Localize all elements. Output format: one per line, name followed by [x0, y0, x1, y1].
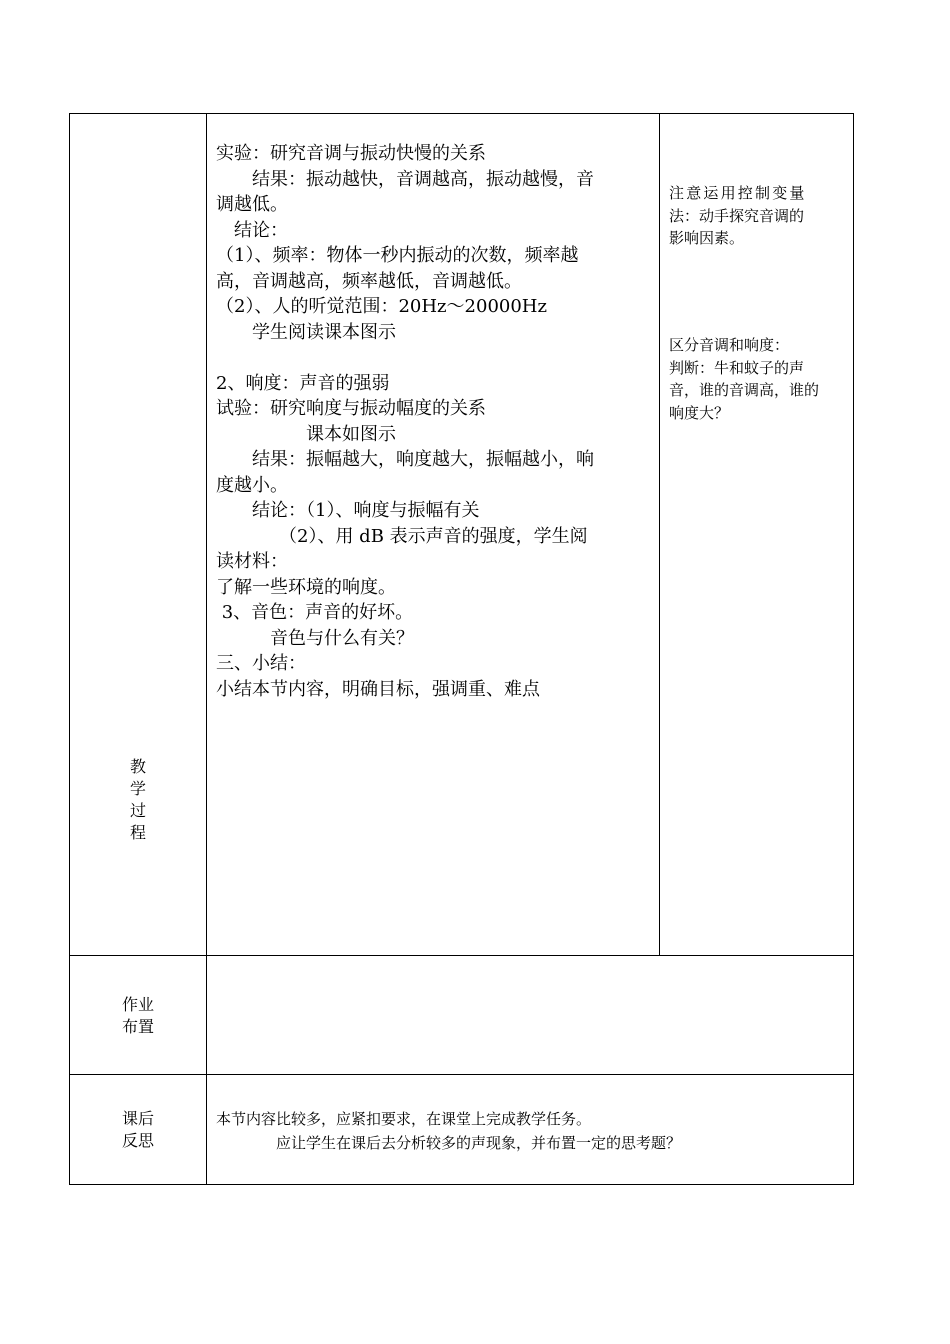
content-line: 结果：振幅越大，响度越大，振幅越小，响 [216, 449, 594, 470]
content-line: 读材料： [216, 551, 288, 572]
content-line [216, 345, 656, 371]
content-line: 结论： [216, 219, 288, 241]
column-divider-notes [659, 114, 660, 956]
process-label-char: 程 [129, 823, 146, 842]
reflection-label-line: 课后 [121, 1109, 154, 1128]
column-divider-label [206, 114, 207, 1185]
process-row-label [70, 756, 206, 844]
content-line: 高，音调越高，频率越低，音调越低。 [216, 270, 522, 292]
process-label-char: 过 [129, 801, 146, 820]
homework-row-label [70, 994, 206, 1038]
note-line: 注意运用控制变量 [669, 184, 807, 202]
content-line: （1）、频率：物体一秒内振动的次数，频率越 [216, 245, 579, 266]
content-line: 3、音色：声音的好坏。 [216, 602, 414, 623]
side-note-control-variables [669, 182, 807, 250]
content-line: （2）、用 dB 表示声音的强度，学生阅 [216, 525, 588, 547]
content-line: 结论：（1）、响度与振幅有关 [216, 500, 480, 521]
side-note-pitch-loudness [669, 334, 819, 424]
note-line: 响度大？ [669, 403, 730, 422]
content-line: 小结本节内容，明确目标，强调重、难点 [216, 678, 540, 700]
content-line: 了解一些环境的响度。 [216, 576, 396, 598]
reflection-content [216, 1107, 681, 1155]
note-line: 音，谁的音调高，谁的 [669, 381, 820, 399]
process-label-char: 学 [129, 779, 146, 798]
content-line: 调越低。 [216, 194, 288, 215]
content-line: 试验：研究响度与振动幅度的关系 [216, 398, 486, 419]
note-line: 区分音调和响度： [669, 336, 790, 354]
homework-label-line: 布置 [121, 1017, 154, 1036]
teaching-content [216, 141, 656, 702]
content-line: 音色与什么有关？ [216, 627, 414, 649]
content-line: 度越小。 [216, 474, 288, 496]
content-line: 结果：振动越快，音调越高，振动越慢，音 [216, 168, 594, 190]
reflection-row-label [70, 1108, 206, 1152]
note-line: 影响因素。 [669, 229, 745, 247]
homework-label-line: 作业 [121, 995, 154, 1014]
content-line: 三、小结： [216, 653, 306, 674]
lesson-plan-table [69, 113, 854, 1185]
content-line: 学生阅读课本图示 [216, 321, 396, 343]
row-divider-reflection [70, 1074, 853, 1075]
reflection-line: 应让学生在课后去分析较多的声现象，并布置一定的思考题？ [216, 1134, 682, 1152]
note-line: 判断：牛和蚊子的声 [669, 358, 805, 377]
process-label-char: 教 [129, 757, 146, 776]
reflection-line: 本节内容比较多，应紧扣要求，在课堂上完成教学任务。 [216, 1110, 592, 1128]
content-line: （2）、人的听觉范围：20Hz～20000Hz [216, 296, 547, 317]
reflection-label-line: 反思 [121, 1131, 154, 1150]
note-line: 法：动手探究音调的 [669, 206, 805, 225]
content-line: 实验：研究音调与振动快慢的关系 [216, 143, 486, 164]
row-divider-homework [70, 955, 853, 956]
content-line: 课本如图示 [216, 423, 396, 445]
section-heading: 2、响度：声音的强弱 [216, 372, 390, 394]
